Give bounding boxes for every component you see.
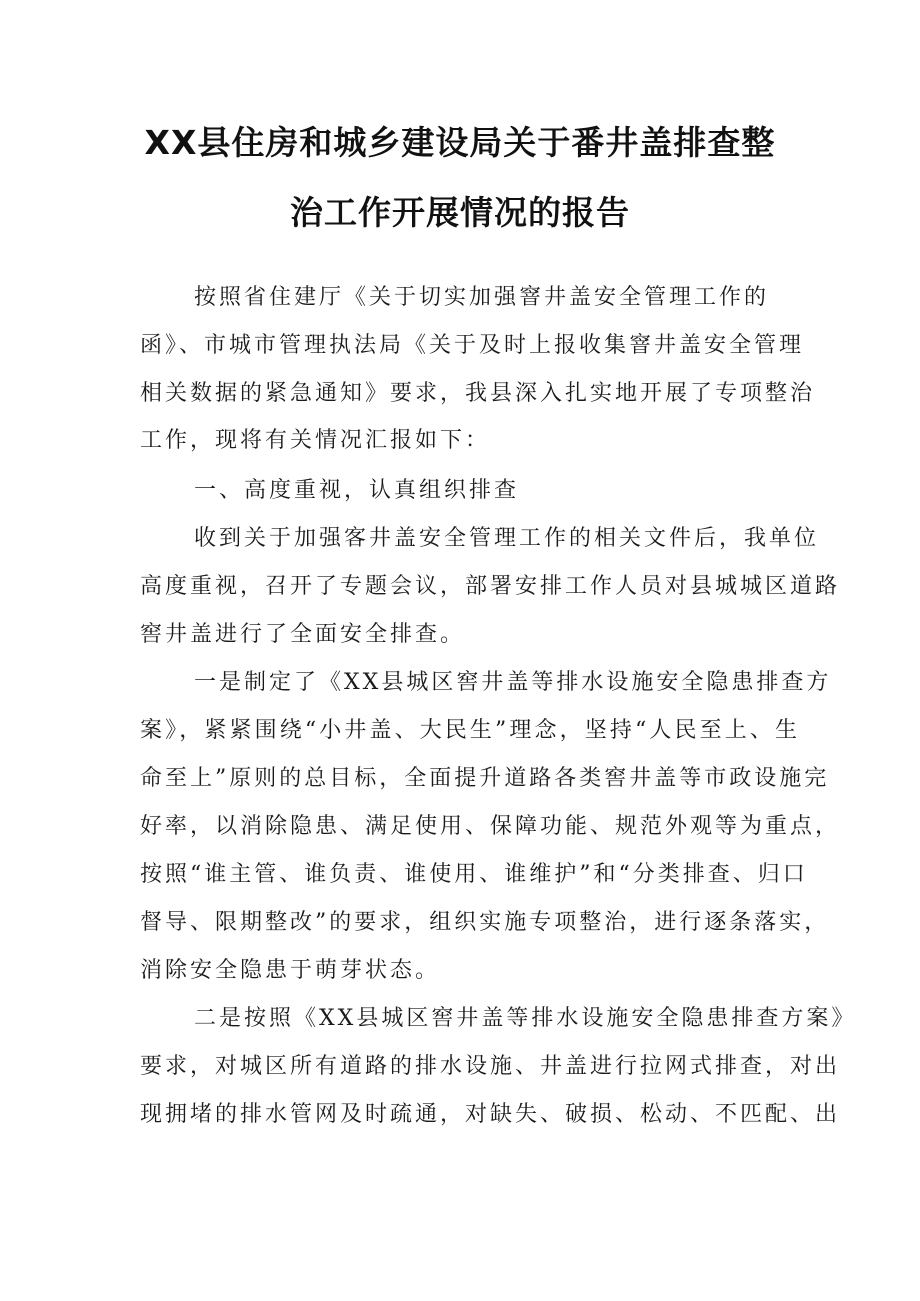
document-title-line-1: XX县住房和城乡建设局关于番井盖排查整 (144, 123, 776, 162)
body-line-11: 命至上”原则的总目标，全面提升道路各类窖井盖等市政设施完 (140, 766, 830, 791)
body-line-4: 工作，现将有关情况汇报如下： (140, 428, 491, 453)
document-title-line-2: 治工作开展情况的报告 (290, 193, 630, 232)
body-line-12: 好率，以消除隐患、满足使用、保障功能、规范外观等为重点， (140, 814, 841, 839)
body-line-6: 收到关于加强客井盖安全管理工作的相关文件后，我单位 (194, 526, 820, 551)
body-line-9: 一是制定了《XX县城区窖井盖等排水设施安全隐患排查方 (194, 670, 832, 695)
body-line-7: 高度重视，召开了专题会议，部署安排工作人员对县城城区道路 (140, 574, 841, 599)
body-line-3: 相关数据的紧急通知》要求，我县深入扎实地开展了专项整治 (140, 381, 816, 406)
body-line-2: 函》、市城市管理执法局《关于及时上报收集窨井盖安全管理 (140, 333, 805, 358)
body-line-13: 按照“谁主管、谁负责、谁使用、谁维护”和“分类排查、归口 (140, 862, 808, 887)
body-line-8: 窖井盖进行了全面安全排查。 (140, 622, 466, 647)
body-line-1: 按照省住建厅《关于切实加强窨井盖安全管理工作的 (194, 285, 770, 310)
section-heading-1: 一、高度重视，认真组织排查 (194, 478, 520, 503)
body-line-15: 消除安全隐患于萌芽状态。 (140, 958, 441, 983)
body-line-14: 督导、限期整改”的要求，组织实施专项整治，进行逐条落实， (140, 910, 830, 935)
body-line-10: 案》，紧紧围绕“小井盖、大民生”理念，坚持“人民至上、生 (140, 718, 800, 743)
body-line-17: 要求，对城区所有道路的排水设施、井盖进行拉网式排查，对出 (140, 1054, 841, 1079)
body-line-18: 现拥堵的排水管网及时疏通，对缺失、破损、松动、不匹配、出 (140, 1102, 841, 1127)
body-line-16: 二是按照《XX县城区窖井盖等排水设施安全隐患排查方案》 (194, 1006, 857, 1031)
